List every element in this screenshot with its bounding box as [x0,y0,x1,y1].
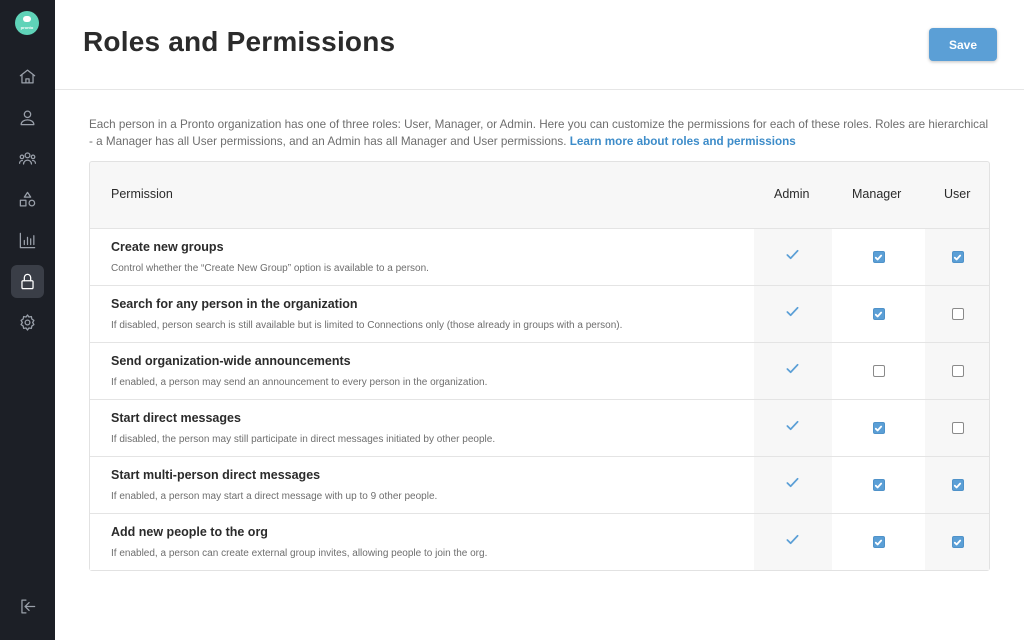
permission-cell [90,343,754,399]
save-button[interactable]: Save [929,28,997,61]
manager-checkbox[interactable] [873,422,885,434]
user-icon [18,108,37,127]
manager-checkbox[interactable] [873,251,885,263]
checkmark-icon [785,247,800,267]
table-row [90,285,989,342]
bar-chart-icon [18,231,37,250]
page-title: Roles and Permissions [83,26,396,57]
manager-permission-cell [832,400,925,456]
manager-checkbox[interactable] [873,365,885,377]
permission-description: If enabled, a person may start a direct message with up to 9 other people. [111,491,438,502]
pronto-logo[interactable] [15,11,39,35]
table-row [90,399,989,456]
column-header-admin: Admin [774,187,810,201]
manager-checkbox[interactable] [873,536,885,548]
manager-checkbox[interactable] [873,479,885,491]
chat-bubble-icon [23,16,31,22]
permission-title: Search for any person in the organization [111,297,358,311]
admin-permission-cell [754,229,831,285]
checkmark-icon [785,532,800,552]
admin-permission-cell [754,286,831,342]
checkmark-icon [953,481,962,490]
checkmark-icon [874,481,883,490]
permissions-table [89,161,990,571]
table-row [90,228,989,285]
permission-description: If disabled, person search is still available but is limited to Connections only (those already in groups with a person). [111,320,623,331]
manager-permission-cell [832,286,925,342]
permission-cell [90,400,754,456]
permission-title: Send organization-wide announcements [111,354,351,368]
learn-more-link[interactable]: Learn more about roles and permissions [569,135,796,148]
manager-permission-cell [832,457,925,513]
permission-title: Start multi-person direct messages [111,468,321,482]
table-header [90,162,989,228]
admin-permission-cell [754,514,831,570]
sidebar-item-security[interactable] [11,265,44,298]
permission-description: If disabled, the person may still participate in direct messages initiated by other people. [111,434,496,445]
admin-permission-cell [754,400,831,456]
user-permission-cell [926,400,989,456]
column-header-user: User [944,187,971,201]
intro-text [89,116,989,150]
home-icon [18,67,37,86]
sidebar [0,0,55,640]
user-permission-cell [926,286,989,342]
gear-icon [18,313,37,332]
checkmark-icon [785,475,800,495]
manager-permission-cell [832,514,925,570]
sidebar-item-analytics[interactable] [11,224,44,257]
logout-button[interactable] [11,590,44,623]
checkmark-icon [874,310,883,319]
logout-icon [18,597,37,616]
logo-text: pronto [20,25,34,30]
lock-icon [18,272,37,291]
intro-description: Each person in a Pronto organization has one of three roles: User, Manager, or Admin. Here you can customize the permissions for each of these roles. Roles are hierarchical - a Manager has all User permissions, and an Admin has all Manager and User permissions. [89,118,989,148]
user-checkbox[interactable] [952,365,964,377]
user-permission-cell [926,457,989,513]
permission-description: If enabled, a person can create external group invites, allowing people to join the org. [111,548,488,559]
sidebar-item-groups[interactable] [11,183,44,216]
checkmark-icon [785,304,800,324]
user-checkbox[interactable] [952,422,964,434]
permission-title: Start direct messages [111,411,241,425]
user-checkbox[interactable] [952,536,964,548]
permission-cell [90,514,754,570]
permission-cell [90,286,754,342]
user-checkbox[interactable] [952,251,964,263]
manager-permission-cell [832,229,925,285]
page-header [55,0,1024,90]
column-header-permission: Permission [111,187,173,201]
sidebar-item-people[interactable] [11,142,44,175]
user-checkbox[interactable] [952,308,964,320]
table-row [90,456,989,513]
table-row [90,513,989,570]
permission-description: Control whether the “Create New Group” option is available to a person. [111,263,429,274]
checkmark-icon [874,424,883,433]
checkmark-icon [785,418,800,438]
user-permission-cell [926,229,989,285]
sidebar-item-settings[interactable] [11,306,44,339]
sidebar-item-home[interactable] [11,60,44,93]
checkmark-icon [953,253,962,262]
manager-checkbox[interactable] [873,308,885,320]
shapes-icon [18,190,37,209]
permission-description: If enabled, a person may send an announcement to every person in the organization. [111,377,488,388]
permission-title: Create new groups [111,240,224,254]
permission-title: Add new people to the org [111,525,268,539]
user-permission-cell [926,343,989,399]
table-row [90,342,989,399]
checkmark-icon [874,538,883,547]
user-checkbox[interactable] [952,479,964,491]
checkmark-icon [874,253,883,262]
users-icon [18,149,37,168]
permission-cell [90,229,754,285]
sidebar-item-profile[interactable] [11,101,44,134]
admin-permission-cell [754,343,831,399]
admin-permission-cell [754,457,831,513]
permission-cell [90,457,754,513]
manager-permission-cell [832,343,925,399]
checkmark-icon [953,538,962,547]
user-permission-cell [926,514,989,570]
checkmark-icon [785,361,800,381]
column-header-manager: Manager [852,187,902,201]
